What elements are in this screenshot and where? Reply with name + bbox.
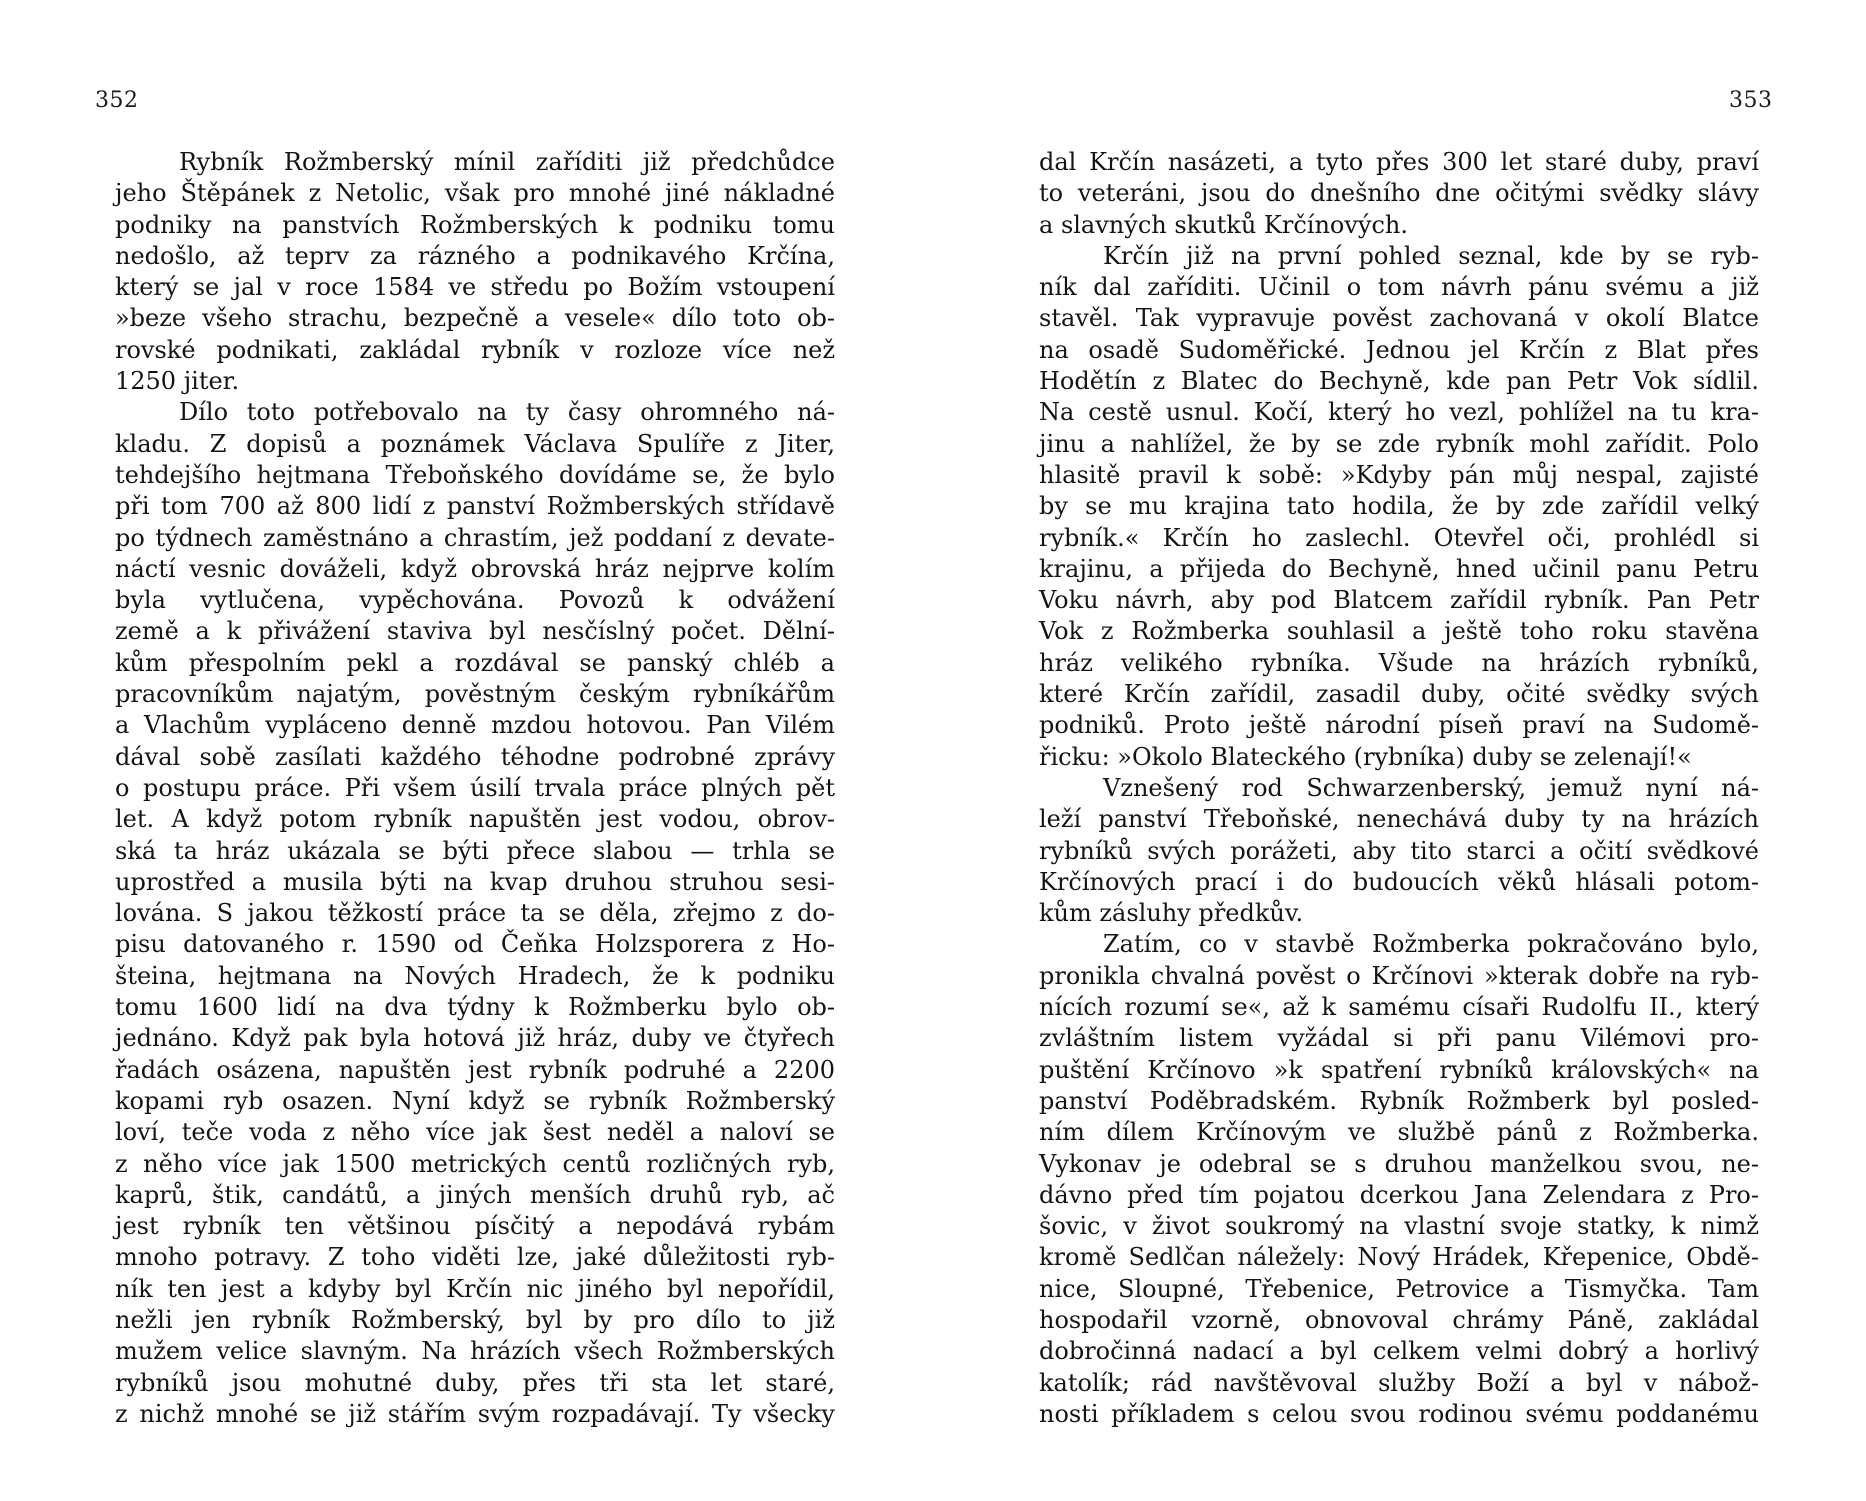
text-line: šovic, v život soukromý na vlastní svoje statky, k nimž — [1039, 1212, 1759, 1241]
text-line: kopami ryb osazen. Nyní když se rybník Rožmberský — [115, 1086, 835, 1115]
text-line: katolík; rád navštěvoval služby Boží a byl v nábož- — [1039, 1368, 1759, 1397]
text-line: hlasitě pravil k sobě: »Kdyby pán můj nespal, zajisté — [1039, 460, 1759, 489]
text-line: »beze všeho strachu, bezpečně a vesele« dílo toto ob- — [115, 304, 835, 333]
text-line: kladu. Z dopisů a poznámek Václava Spulíře z Jiter, — [115, 429, 835, 458]
text-line: rybníků jsou mohutné duby, přes tři sta let staré, — [115, 1368, 835, 1397]
text-line: který se jal v roce 1584 ve středu po Božím vstoupení — [115, 273, 835, 302]
text-line: nosti příkladem s celou svou rodinou svému poddanému — [1039, 1399, 1759, 1428]
text-line: loví, teče voda z něho více jak šest neděl a naloví se — [115, 1118, 835, 1147]
page-number-right: 353 — [1729, 88, 1773, 113]
text-line: Zatím, co v stavbě Rožmberka pokračováno bylo, — [1103, 930, 1759, 959]
text-line: Vykonav je odebral se s druhou manželkou svou, ne- — [1039, 1149, 1759, 1178]
text-line: kromě Sedlčan náležely: Nový Hrádek, Křepenice, Obdě- — [1039, 1243, 1759, 1272]
text-line: Dílo toto potřebovalo na ty časy ohromného ná- — [179, 398, 835, 427]
text-line: rovské podnikati, zakládal rybník v rozloze více než — [115, 335, 835, 364]
text-line: let. A když potom rybník napuštěn jest vodou, obrov- — [115, 805, 835, 834]
text-line: dobročinná nadací a byl celkem velmi dobrý a horlivý — [1039, 1337, 1759, 1366]
text-line: byla vytlučena, vypěchována. Povozů k odvážení — [115, 586, 835, 615]
text-line: by se mu krajina tato hodila, že by zde zařídil velký — [1039, 492, 1759, 521]
text-line: Hodětín z Blatec do Bechyně, kde pan Petr Vok sídlil. — [1039, 367, 1759, 396]
text-line: nících rozumí se«, až k samému císaři Rudolfu II., který — [1039, 993, 1759, 1022]
text-line: dal Krčín nasázeti, a tyto přes 300 let staré duby, praví — [1039, 148, 1759, 176]
text-line: Krčín již na první pohled seznal, kde by se ryb- — [1103, 241, 1759, 270]
text-line: šteina, hejtmana na Nových Hradech, že k podniku — [115, 961, 835, 990]
text-line: to veteráni, jsou do dnešního dne očitými svědky slávy — [1039, 179, 1759, 208]
text-line: Vznešený rod Schwarzenberský, jemuž nyní ná- — [1103, 773, 1759, 802]
text-line: z nichž mnohé se již stářím svým rozpadávají. Ty všecky — [115, 1399, 835, 1428]
text-line: ská ta hráz ukázala se býti přece slabou — trhla se — [115, 836, 835, 865]
text-line: hráz velikého rybníka. Všude na hrázích rybníků, — [1039, 648, 1759, 677]
text-line: řadách osázena, napuštěn jest rybník podruhé a 2200 — [115, 1055, 835, 1084]
text-line: při tom 700 až 800 lidí z panství Rožmberských střídavě — [115, 492, 835, 521]
text-line: Voku návrh, aby pod Blatcem zařídil rybník. Pan Petr — [1039, 586, 1759, 615]
text-line: podniky na panstvích Rožmberských k podniku tomu — [115, 210, 835, 239]
text-line: rybník.« Krčín ho zaslechl. Otevřel oči, prohlédl si — [1039, 523, 1759, 552]
text-line: kům zásluhy předkův. — [1039, 899, 1304, 928]
text-line: tomu 1600 lidí na dva týdny k Rožmberku bylo ob- — [115, 993, 835, 1022]
right-page — [933, 0, 1866, 1501]
text-line: dávno před tím pojatou dcerkou Jana Zelendara z Pro- — [1039, 1180, 1759, 1209]
text-line: krajinu, a přijeda do Bechyně, hned učinil panu Petru — [1039, 554, 1759, 583]
text-line: jinu a nahlížel, že by se zde rybník mohl zařídit. Polo — [1039, 429, 1759, 458]
text-line: náctí vesnic dováželi, když obrovská hráz nejprve kolím — [115, 554, 835, 583]
text-line: země a k přivážení staviva byl nesčíslný počet. Dělní- — [115, 617, 835, 646]
text-line: stavěl. Tak vypravuje pověst zachovaná v okolí Blatce — [1039, 304, 1759, 333]
text-line: mnoho potravy. Z toho viděti lze, jaké důležitosti ryb- — [115, 1243, 835, 1272]
text-line: puštění Krčínovo »k spatření rybníků královských« na — [1039, 1055, 1759, 1084]
text-line: ník dal zaříditi. Učinil o tom návrh pánu svému a již — [1039, 273, 1759, 302]
text-line: uprostřed a musila býti na kvap druhou struhou sesi- — [115, 867, 835, 896]
text-line: ním dílem Krčínovým ve službě pánů z Rožmberka. — [1039, 1118, 1759, 1147]
text-line: po týdnech zaměstnáno a chrastím, jež poddaní z devate- — [115, 523, 835, 552]
right-page-text — [1039, 147, 1759, 1430]
text-line: kům přespolním pekl a rozdával se panský chléb a — [115, 648, 835, 677]
text-line: panství Poděbradském. Rybník Rožmberk byl posled- — [1039, 1086, 1759, 1115]
text-line: podniků. Proto ještě národní píseň praví na Sudomě- — [1039, 711, 1759, 740]
text-line: dával sobě zasílati každého téhodne podrobné zprávy — [115, 742, 835, 771]
text-line: pronikla chvalná pověst o Krčínovi »kterak dobře na ryb- — [1039, 961, 1759, 990]
text-line: 1250 jiter. — [115, 367, 240, 396]
text-line: nežli jen rybník Rožmberský, byl by pro dílo to již — [115, 1305, 835, 1334]
text-line: jeho Štěpánek z Netolic, však pro mnohé jiné nákladné — [115, 179, 835, 208]
text-line: ník ten jest a kdyby byl Krčín nic jiného byl nepořídil, — [115, 1274, 835, 1303]
text-line: jest rybník ten většinou písčitý a nepodává rybám — [115, 1212, 835, 1241]
text-line: a Vlachům vypláceno denně mzdou hotovou. Pan Vilém — [115, 711, 835, 740]
text-line: kaprů, štik, candátů, a jiných menších druhů ryb, ač — [115, 1180, 835, 1209]
text-line: a slavných skutků Krčínových. — [1039, 210, 1408, 239]
text-line: mužem velice slavným. Na hrázích všech Rožmberských — [115, 1337, 835, 1366]
text-line: zvláštním listem vyžádal si při panu Vilémovi pro- — [1039, 1024, 1759, 1053]
text-line: Krčínových prací i do budoucích věků hlásali potom- — [1039, 867, 1759, 896]
text-line: Vok z Rožmberka souhlasil a ještě toho roku stavěna — [1039, 617, 1759, 646]
text-line: tehdejšího hejtmana Třeboňského dovídáme se, že bylo — [115, 460, 835, 489]
text-line: pisu datovaného r. 1590 od Čeňka Holzsporera z Ho- — [115, 930, 835, 959]
text-line: Na cestě usnul. Kočí, který ho vezl, pohlížel na tu kra- — [1039, 398, 1759, 427]
text-line: leží panství Třeboňské, nenechává duby ty na hrázích — [1039, 805, 1759, 834]
left-page-text — [115, 147, 835, 1430]
text-line: nice, Sloupné, Třebenice, Petrovice a Tismyčka. Tam — [1039, 1274, 1759, 1303]
text-line: lována. S jakou těžkostí práce ta se děla, zřejmo z do- — [115, 899, 835, 928]
text-line: nedošlo, až teprv za rázného a podnikavého Krčína, — [115, 241, 835, 270]
text-line: jednáno. Když pak byla hotová již hráz, duby ve čtyřech — [115, 1024, 835, 1053]
text-line: o postupu práce. Při všem úsilí trvala práce plných pět — [115, 773, 835, 802]
text-line: rybníků svých porážeti, aby tito starci a očití svědkové — [1039, 836, 1759, 865]
text-line: z něho více jak 1500 metrických centů rozličných ryb, — [115, 1149, 835, 1178]
text-line: Rybník Rožmberský mínil zaříditi již předchůdce — [179, 148, 835, 176]
page-number-left: 352 — [95, 88, 139, 113]
text-line: na osadě Sudoměřické. Jednou jel Krčín z Blat přes — [1039, 335, 1759, 364]
text-line: hospodařil vzorně, obnovoval chrámy Páně, zakládal — [1039, 1305, 1759, 1334]
text-line: pracovníkům najatým, pověstným českým rybníkářům — [115, 680, 835, 709]
text-line: které Krčín zařídil, zasadil duby, očité svědky svých — [1039, 680, 1759, 709]
text-line: řicku: »Okolo Blateckého (rybníka) duby se zelenají!« — [1039, 742, 1692, 771]
